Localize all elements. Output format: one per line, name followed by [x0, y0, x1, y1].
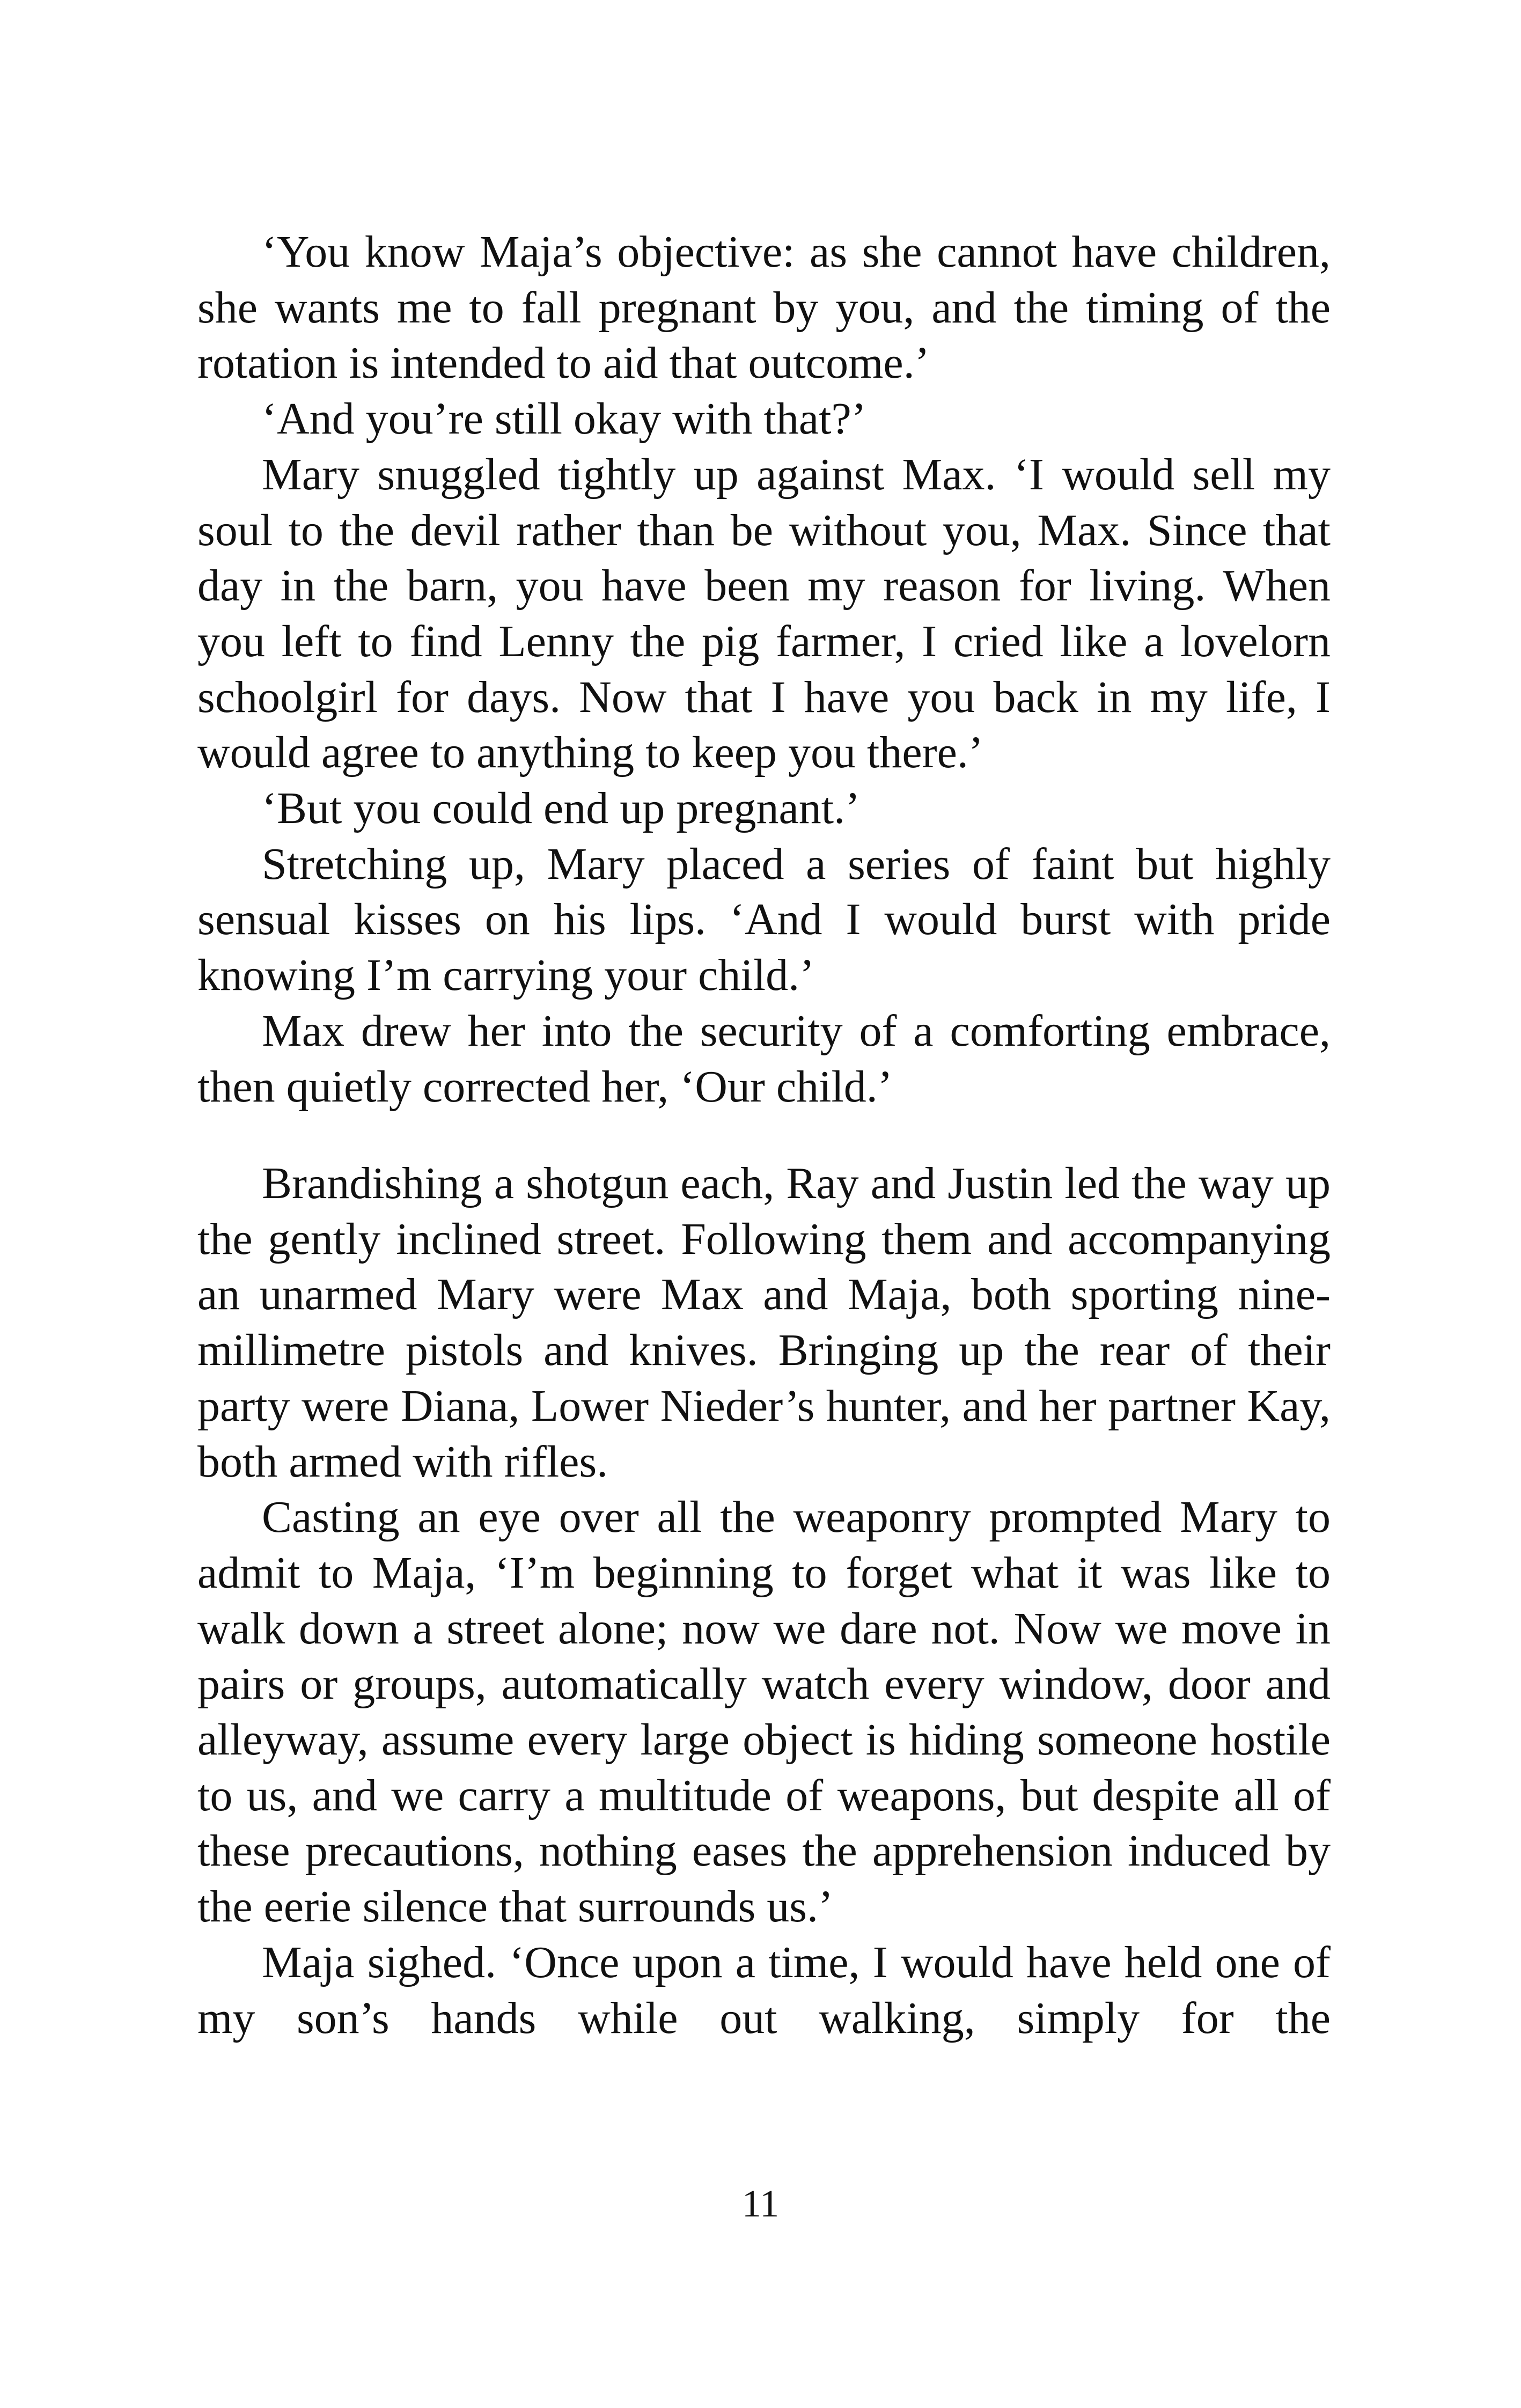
paragraph: ‘And you’re still okay with that?’ [262, 394, 866, 444]
page-number: 11 [741, 2182, 780, 2225]
paragraph: Casting an eye over all the weaponry prompted Mary to admit to Maja, ‘I’m beginning to forget what it was like to walk down a street alone; now we dare not. Now we move in pairs or groups, automatically watch every window, door and alleyway, assume every large object is hiding someone hostile to us, and we carry a multitude of weapons, but despite all of these precautions, nothing eases the apprehension induced by the eerie silence that surrounds us.’ [197, 1492, 1331, 1932]
paragraph: Brandishing a shotgun each, Ray and Justin led the way up the gently inclined street. Following them and accompanying an unarmed Mary were Max and Maja, both sporting nine-millimetre pistols and knives. Bringing up the rear of their party were Diana, Lower Nieder’s hunter, and her partner Kay, both armed with rifles. [197, 1158, 1331, 1487]
paragraph: ‘But you could end up pregnant.’ [262, 783, 861, 834]
paragraph: Stretching up, Mary placed a series of faint but highly sensual kisses on his lips. ‘And I would burst with pride knowing I’m carrying your child.’ [197, 839, 1331, 1001]
paragraph: Max drew her into the security of a comforting embrace, then quietly corrected her, ‘Our child.’ [197, 1005, 1331, 1112]
text-section-1 [197, 224, 1331, 1114]
text-section-2 [197, 1156, 1331, 2046]
paragraph: Mary snuggled tightly up against Max. ‘I would sell my soul to the devil rather than be without you, Max. Since that day in the barn, you have been my reason for living. When you left to find Lenny the pig farmer, I cried like a lovelorn schoolgirl for days. Now that I have you back in my life, I would agree to anything to keep you there.’ [197, 449, 1331, 778]
paragraph: ‘You know Maja’s objective: as she cannot have children, she wants me to fall pregnant by you, and the timing of the rotation is intended to aid that outcome.’ [197, 227, 1331, 388]
paragraph: Maja sighed. ‘Once upon a time, I would have held one of my son’s hands while out walking, simply for the [197, 1937, 1331, 2043]
